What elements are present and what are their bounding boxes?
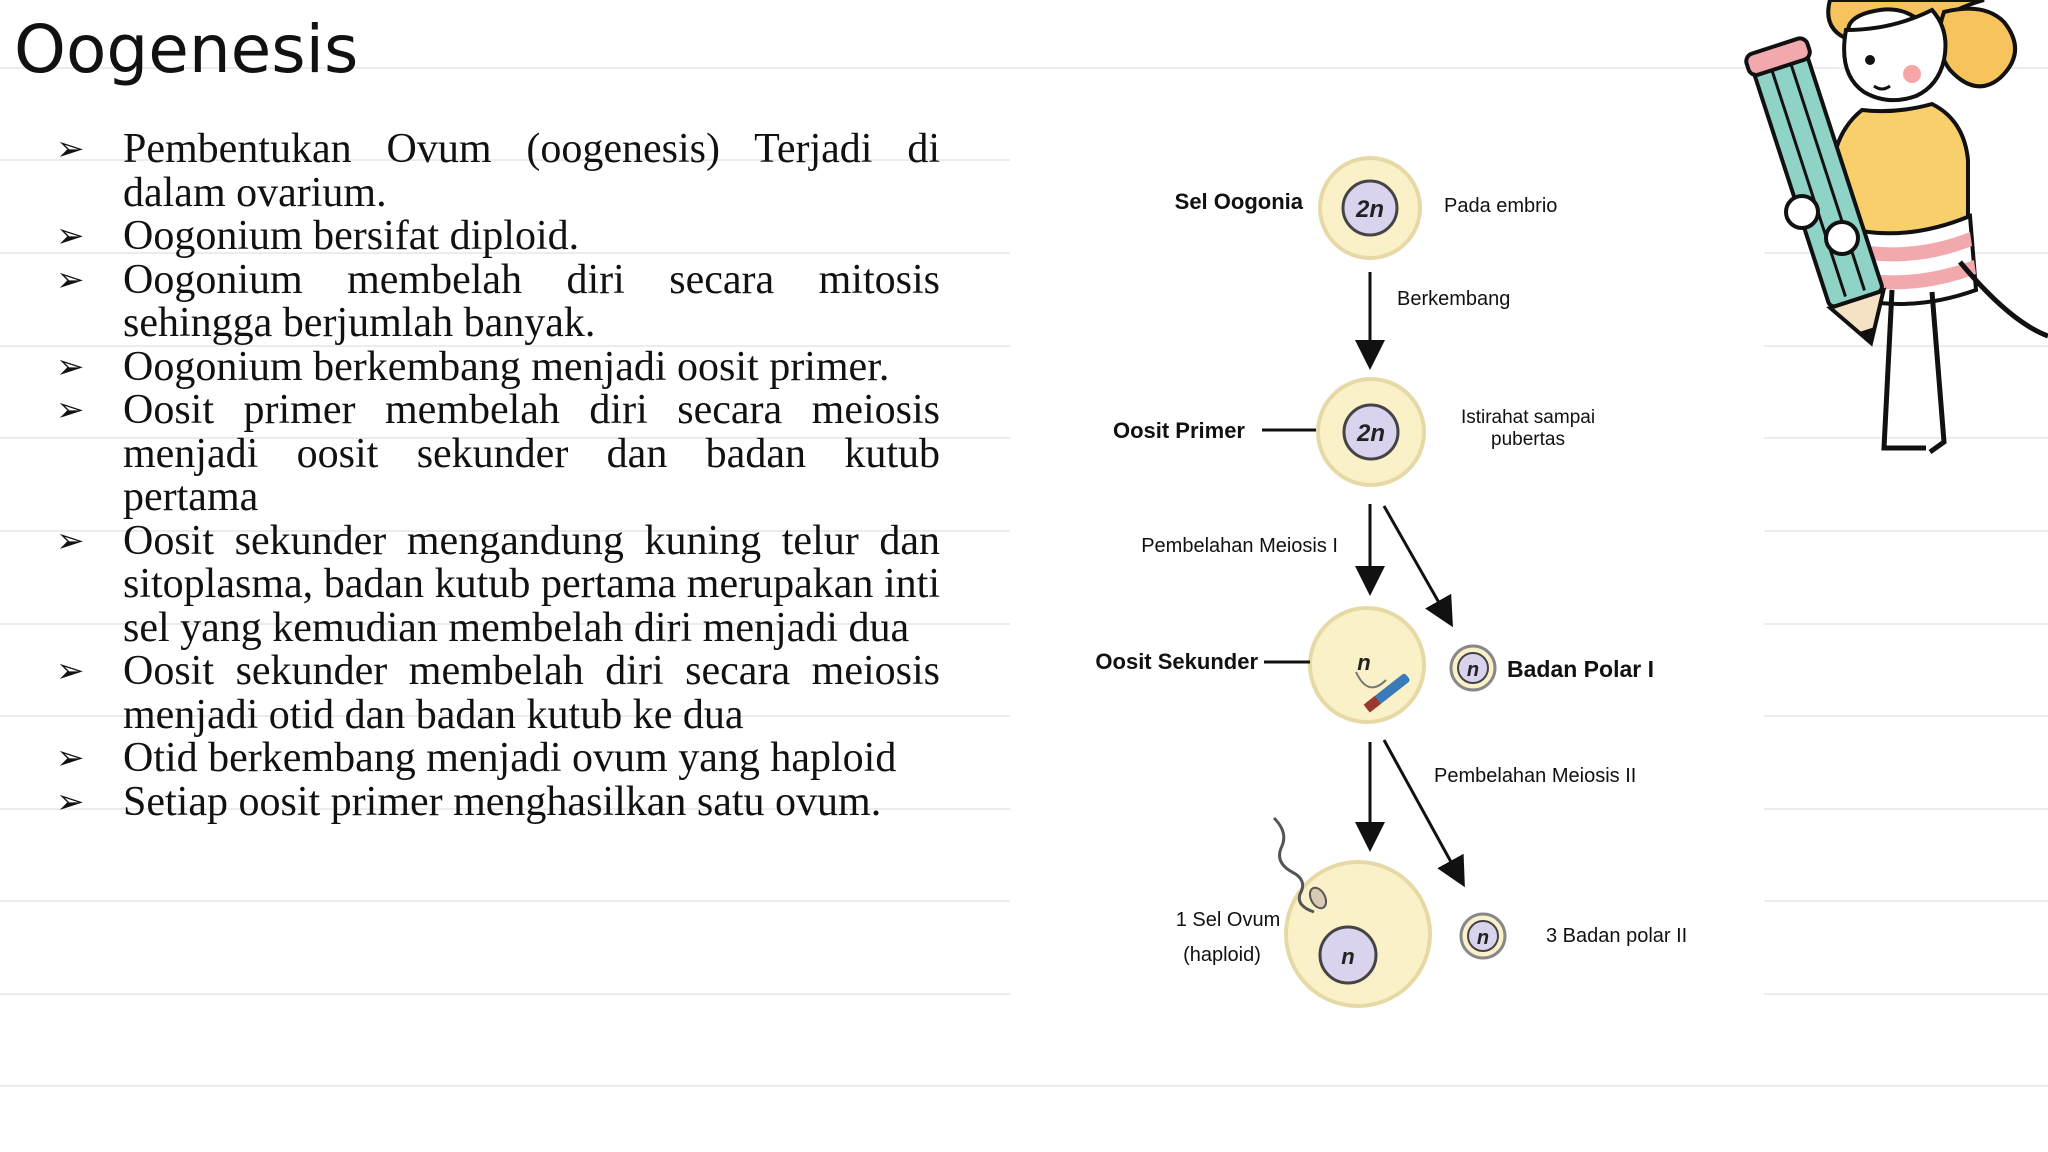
arrowhead-bullet-icon: ➢ (56, 520, 85, 561)
label-istirahat-2: pubertas (1491, 429, 1565, 450)
bullet-text: Pembentukan Ovum (oogenesis) Terjadi di dalam ovarium. (123, 126, 940, 216)
bullet-item (56, 128, 940, 215)
label-oosit-sekunder: Oosit Sekunder (1095, 649, 1258, 674)
bullet-text: Oosit primer membelah diri secara meiosis menjadi oosit sekunder dan badan kutub pertama (123, 387, 940, 520)
arrowhead-bullet-icon: ➢ (56, 738, 85, 778)
arrowhead-bullet-icon: ➢ (56, 129, 85, 169)
arrowhead-bullet-icon: ➢ (56, 781, 85, 822)
label-haploid: (haploid) (1183, 944, 1261, 966)
polar1-ploidy: n (1466, 659, 1480, 681)
oogonia-ploidy: 2n (1355, 196, 1385, 223)
bullet-text: Otid berkembang menjadi ovum yang haploid (123, 735, 897, 781)
ovum-cell (1274, 818, 1430, 1006)
label-berkembang: Berkembang (1397, 288, 1511, 310)
bullet-text: Oosit sekunder mengandung kuning telur dan sitoplasma, badan kutub pertama merupakan inti sel yang kemudian membelah diri menjadi dua (123, 517, 940, 651)
label-oosit-primer: Oosit Primer (1112, 418, 1245, 443)
arrow-diag-1 (1384, 506, 1450, 622)
bullet-list (56, 128, 940, 824)
arrowhead-bullet-icon: ➢ (56, 216, 85, 256)
polar2-ploidy: n (1476, 927, 1490, 949)
oogenesis-diagram (1080, 140, 1720, 1020)
slide-title: Oogenesis (14, 11, 359, 88)
label-sel-ovum: 1 Sel Ovum (1175, 909, 1281, 931)
label-istirahat-1: Istirahat sampai (1460, 407, 1596, 428)
label-badan-polar-2: 3 Badan polar II (1546, 925, 1688, 947)
bullet-item (56, 215, 940, 259)
bullet-item (56, 343, 940, 390)
arrow-diag-2 (1384, 740, 1462, 882)
bullet-item (56, 737, 940, 781)
bullet-text: Oogonium bersifat diploid. (123, 213, 580, 259)
bullet-text: Oogonium membelah diri secara mitosis sehingga berjumlah banyak. (123, 256, 940, 346)
bullet-text: Setiap oosit primer menghasilkan satu ovum. (123, 778, 882, 825)
bullet-item (56, 389, 940, 520)
arrowhead-bullet-icon: ➢ (56, 390, 85, 430)
label-pada-embrio: Pada embrio (1444, 195, 1558, 217)
bullet-item (56, 650, 940, 737)
bullet-text: Oogonium berkembang menjadi oosit primer. (123, 343, 890, 390)
ovum-ploidy: n (1341, 944, 1355, 969)
label-meiosis-2: Pembelahan Meiosis II (1434, 765, 1637, 787)
bullet-item (56, 778, 940, 825)
bullet-item (56, 517, 940, 651)
arrowhead-bullet-icon: ➢ (56, 346, 85, 387)
bullet-item (56, 256, 940, 346)
label-sel-oogonia: Sel Oogonia (1174, 189, 1303, 214)
arrowhead-bullet-icon: ➢ (56, 651, 85, 691)
bullet-text: Oosit sekunder membelah diri secara meiosis menjadi otid dan badan kutub ke dua (123, 648, 940, 738)
sekunder-ploidy: n (1357, 650, 1371, 675)
girl-holding-pencil-illustration (1740, 0, 2048, 470)
label-badan-polar-1: Badan Polar I (1507, 656, 1654, 682)
arrowhead-bullet-icon: ➢ (56, 259, 85, 300)
primer-ploidy: 2n (1356, 420, 1386, 447)
label-meiosis-1: Pembelahan Meiosis I (1141, 535, 1338, 557)
